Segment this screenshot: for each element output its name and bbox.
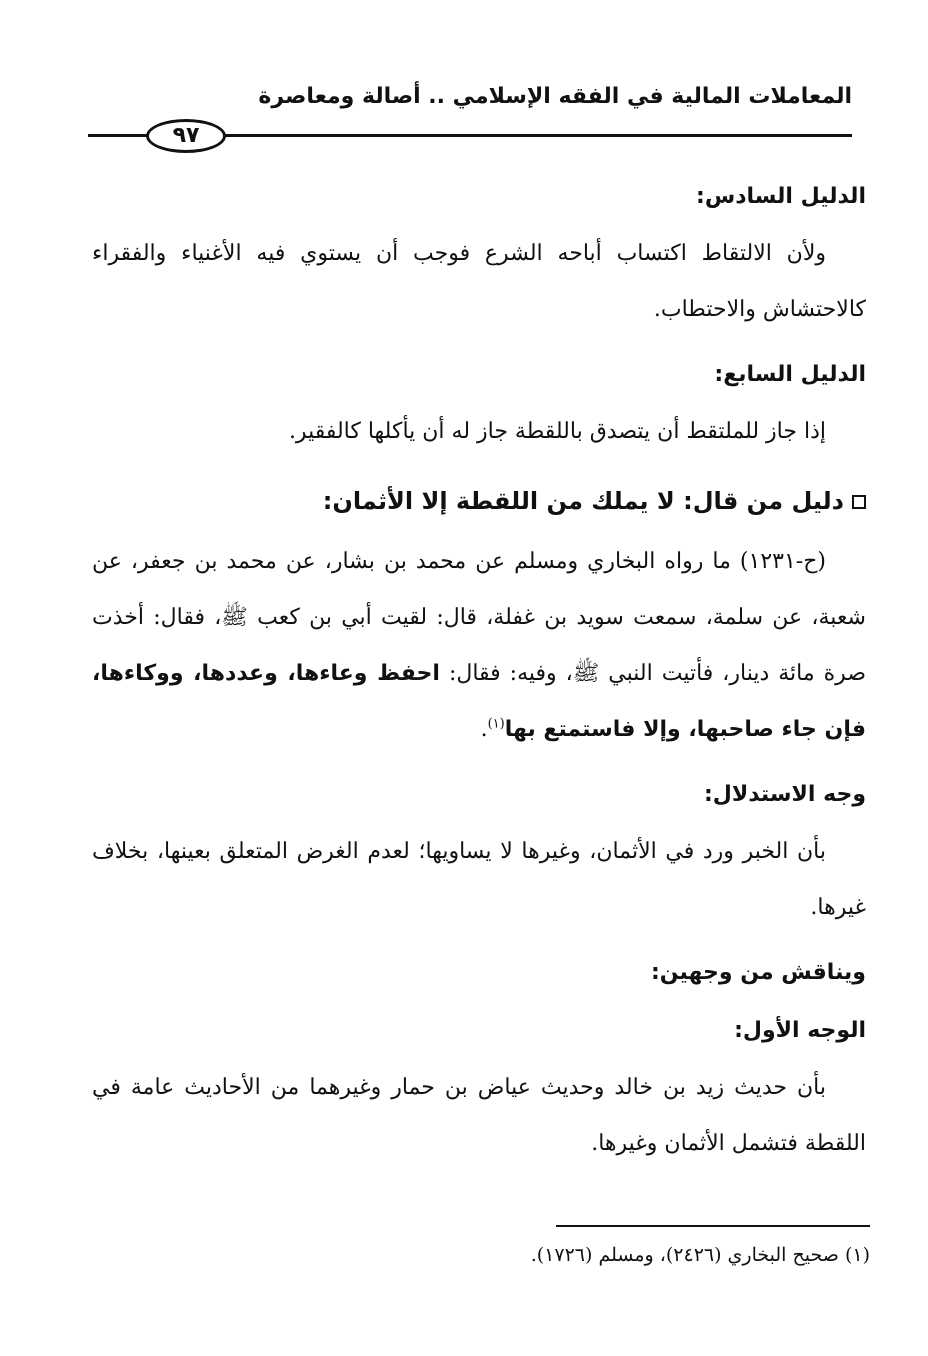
hadith-text: (ح-١٢٣١) ما رواه البخاري ومسلم عن محمد بن بشار، عن محمد بن جعفر، عن شعبة، عن سلمة، سمعت سويد بن غفلة، قال: لقيت أبي بن كعب ﷺ، فقال: أخذت صرة مائة دينار، فأتيت النبي ﷺ، وفيه: فقال: — [92, 549, 866, 686]
paragraph-seventh-evidence: إذا جاز للملتقط أن يتصدق باللقطة جاز له أن يأكلها كالفقير. — [288, 419, 826, 444]
footnote-rule — [556, 1225, 870, 1227]
main-body — [92, 168, 866, 1172]
paragraph-inference: بأن الخبر ورد في الأثمان، وغيرها لا يساويها؛ لعدم الغرض المتعلق بعينها، بخلاف غيرها. — [92, 839, 866, 920]
paragraph-sixth-evidence: ولأن الالتقاط اكتساب أباحه الشرع فوجب أن يستوي فيه الأغنياء والفقراء كالاحتشاش والاحتطاب. — [92, 241, 866, 322]
heading-seventh-evidence: الدليل السابع: — [714, 362, 866, 387]
checkbox-square-icon — [852, 495, 866, 509]
footnote: (١) صحيح البخاري (٢٤٢٦)، ومسلم (١٧٢٦). — [530, 1244, 870, 1266]
section-heading — [92, 468, 866, 534]
footnote-marker: (١) — [487, 716, 505, 732]
heading-first-aspect: الوجه الأول: — [734, 1018, 866, 1043]
paragraph-first-aspect: بأن حديث زيد بن خالد وحديث عياض بن حمار وغيرهما من الأحاديث عامة في اللقطة فتشمل الأثمان وغيرها. — [92, 1075, 866, 1156]
heading-sixth-evidence: الدليل السادس: — [696, 184, 866, 209]
section-heading-text: دليل من قال: لا يملك من اللقطة إلا الأثمان: — [322, 487, 844, 515]
hadith-quote: احفظ وعاءها، وعددها، ووكاءها، فإن جاء صاحبها، وإلا فاستمتع بها — [92, 661, 866, 742]
paragraph-hadith — [92, 534, 866, 758]
heading-inference: وجه الاستدلال: — [703, 782, 866, 807]
hadith-end: . — [480, 717, 488, 742]
running-header-title: المعاملات المالية في الفقه الإسلامي .. أصالة ومعاصرة — [258, 84, 852, 109]
page-number: ٩٧ — [146, 119, 226, 153]
heading-discussion: ويناقش من وجهين: — [650, 960, 866, 985]
